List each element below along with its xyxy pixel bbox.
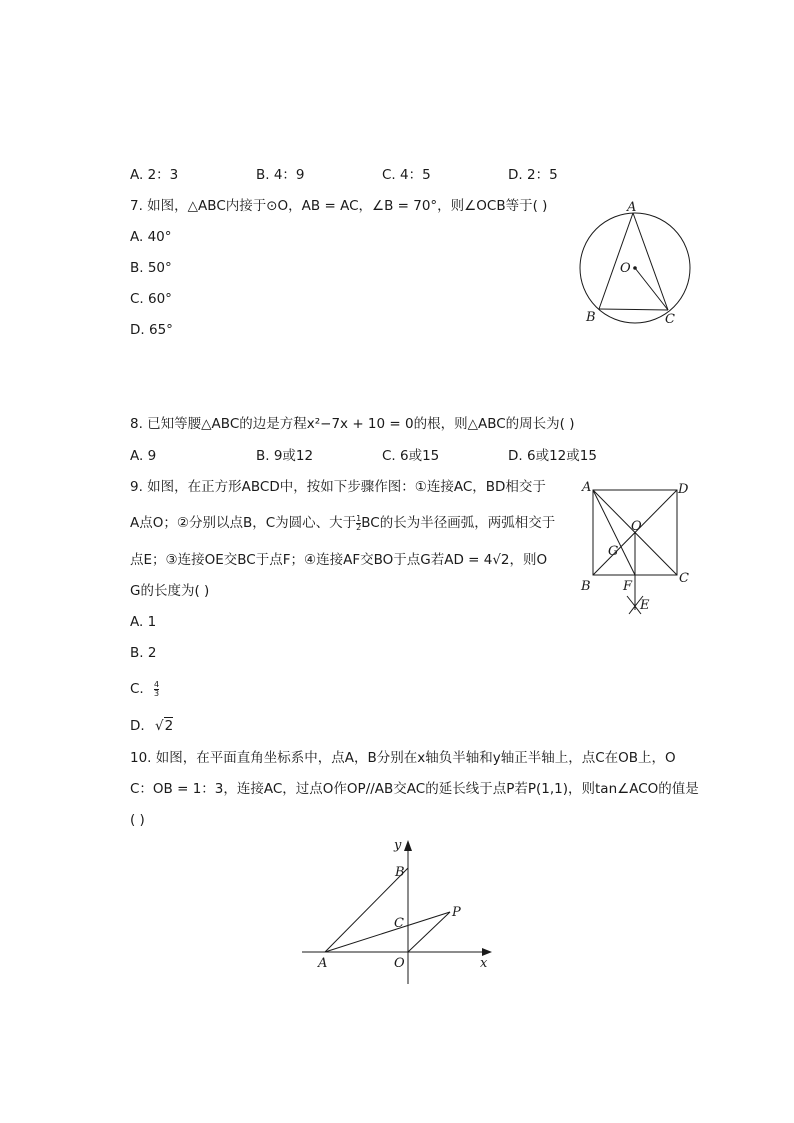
q6-option-a: A. 2：3	[130, 167, 179, 183]
q9-option-c-prefix: C.	[130, 681, 144, 697]
q9-line2	[130, 514, 555, 532]
fraction-den: 3	[154, 688, 160, 698]
q8-stem: 8. 已知等腰△ABC的边是方程x²−7x + 10 = 0的根，则△ABC的周长为( )	[130, 416, 575, 432]
label-o: O	[620, 261, 631, 276]
sqrt-radicand: 2	[164, 718, 174, 734]
q9-option-d-prefix: D.	[130, 718, 145, 734]
label-x: x	[480, 956, 488, 971]
label-o: O	[631, 519, 642, 534]
q7-circle-figure	[570, 198, 700, 328]
label-c: C	[679, 571, 689, 586]
fraction-four-thirds	[154, 681, 159, 698]
segment-oc	[635, 268, 668, 310]
q6-option-b: B. 4：9	[256, 167, 305, 183]
q8-option-a: A. 9	[130, 448, 157, 464]
arc-from-b	[627, 596, 641, 614]
label-c: C	[394, 916, 404, 931]
segment-bc	[599, 309, 668, 310]
segment-ab	[325, 868, 408, 952]
label-p: P	[452, 905, 461, 920]
segment-ap	[325, 912, 450, 952]
q9-line1: 9. 如图，在正方形ABCD中，按如下步骤作图：①连接AC，BD相交于	[130, 479, 546, 495]
q9-line2-a: A点O；②分别以点B，C为圆心、大于	[130, 515, 357, 531]
q7-option-b: B. 50°	[130, 260, 172, 276]
q7-option-a: A. 40°	[130, 229, 172, 245]
segment-ac	[633, 213, 668, 310]
label-a: A	[318, 956, 328, 971]
label-a: A	[582, 480, 592, 495]
q10-coordinate-figure	[298, 832, 498, 992]
q9-line2-b: BC的长为半径画弧，两弧相交于	[361, 515, 556, 531]
q8-option-c: C. 6或15	[382, 448, 440, 464]
q9-option-a: A. 1	[130, 614, 157, 630]
fraction-num: 1	[356, 513, 362, 523]
label-b: B	[395, 865, 405, 880]
label-f: F	[623, 579, 633, 594]
q10-line3: ( )	[130, 812, 145, 828]
q9-line4: G的长度为( )	[130, 583, 210, 599]
x-axis-arrow	[482, 948, 492, 956]
q9-option-c	[130, 680, 159, 698]
q6-option-d: D. 2：5	[508, 167, 558, 183]
q9-option-b: B. 2	[130, 645, 157, 661]
label-d: D	[678, 482, 689, 497]
segment-op	[408, 912, 450, 952]
center-point	[633, 266, 637, 270]
y-axis-arrow	[404, 840, 412, 851]
q9-option-d: D. √2	[130, 718, 174, 734]
label-o: O	[394, 956, 405, 971]
q8-option-b: B. 9或12	[256, 448, 314, 464]
q10-line2: C：OB = 1：3，连接AC，过点O作OP//AB交AC的延长线于点P若P(1,1)，则tan∠ACO的值是	[130, 781, 699, 797]
q6-option-c: C. 4：5	[382, 167, 431, 183]
label-b: B	[581, 579, 591, 594]
label-c: C	[665, 312, 675, 327]
label-b: B	[586, 310, 596, 325]
label-g: G	[608, 544, 619, 559]
q7-stem: 7. 如图，△ABC内接于⊙O，AB = AC，∠B = 70°，则∠OCB等于( )	[130, 198, 548, 214]
q7-option-d: D. 65°	[130, 322, 173, 338]
q7-option-c: C. 60°	[130, 291, 172, 307]
q10-line1: 10. 如图，在平面直角坐标系中，点A，B分别在x轴负半轴和y轴正半轴上，点C在OB上，O	[130, 750, 676, 766]
label-y: y	[394, 838, 402, 853]
fraction-den: 2	[356, 522, 362, 532]
q8-option-d: D. 6或12或15	[508, 448, 597, 464]
label-a: A	[627, 200, 637, 215]
fraction-num: 4	[154, 679, 160, 689]
q9-square-figure	[578, 478, 698, 618]
q9-line3: 点E；③连接OE交BC于点F；④连接AF交BO于点G若AD = 4√2，则O	[130, 552, 548, 568]
label-e: E	[640, 598, 650, 613]
segment-af	[593, 490, 635, 575]
